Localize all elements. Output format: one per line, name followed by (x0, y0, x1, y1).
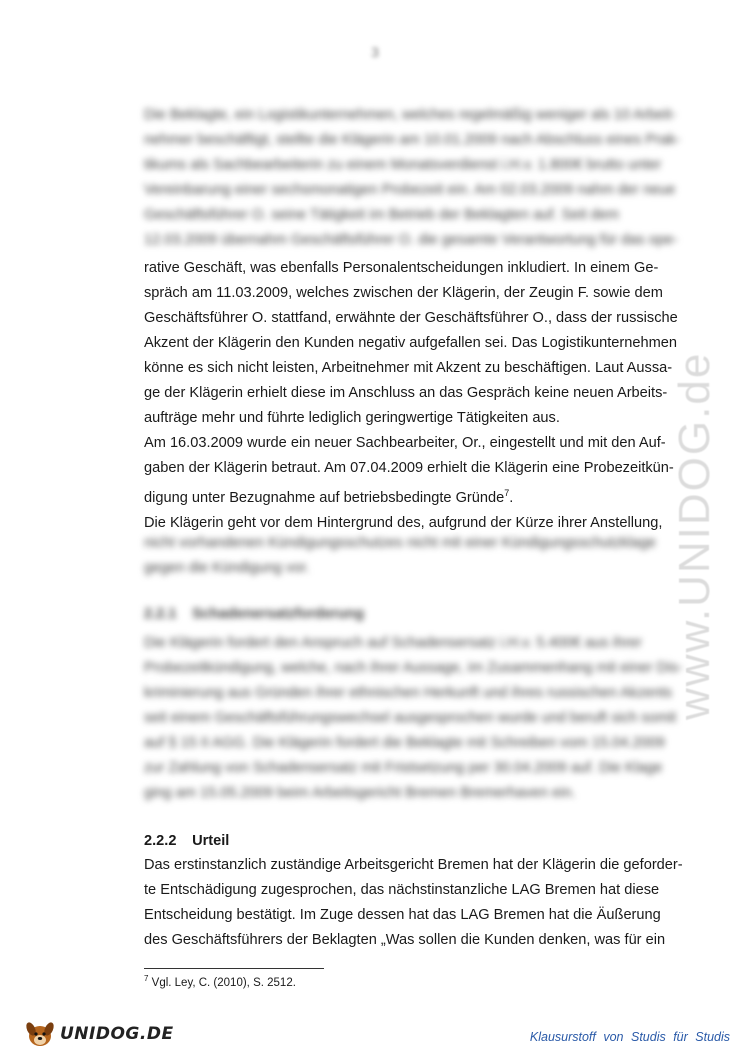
text-line: Die Klägerin fordert den Anspruch auf Schadensersatz i.H.v. 5.400€ aus ihrer (144, 635, 642, 651)
section-title: Schadenersatzforderung (192, 606, 364, 622)
text-line: te Entschädigung zugesprochen, das nächstinstanzliche LAG Bremen hat diese (144, 882, 660, 898)
text-line: tikums als Sachbearbeiterin zu einem Monatsverdienst i.H.v. 1.800€ brutto unter (144, 157, 662, 173)
section-number: 2.2.2 (144, 833, 177, 849)
footnote-text: Vgl. Ley, C. (2010), S. 2512. (148, 976, 296, 989)
logo-text: UNIDOG.DE (60, 1024, 174, 1044)
footnote-reference[interactable]: 7 (504, 488, 510, 498)
text-line: Am 16.03.2009 wurde ein neuer Sachbearbeiter, Or., eingestellt und mit den Auf- (144, 435, 666, 451)
text-line: nehmer beschäftigt, stellte die Klägerin am 10.01.2009 nach Abschluss eines Prak- (144, 132, 681, 148)
footnote-marker: 7 (144, 974, 149, 983)
paragraph-1-blurred-tail (144, 531, 664, 581)
footnote (144, 974, 296, 989)
text-line: kriminierung aus Gründen ihrer ethnischen Herkunft und ihres russischen Akzents (144, 685, 673, 701)
text-line: spräch am 11.03.2009, welches zwischen der Klägerin, der Zeugin F. sowie dem (144, 285, 663, 301)
section-221-body (144, 631, 683, 806)
text-line: Das erstinstanzlich zuständige Arbeitsgericht Bremen hat der Klägerin die geforder- (144, 857, 683, 873)
text-line: Entscheidung bestätigt. Im Zuge dessen hat das LAG Bremen hat die Äußerung (144, 907, 661, 923)
text-line: Die Klägerin geht vor dem Hintergrund des, aufgrund der Kürze ihrer Anstellung, (144, 514, 663, 531)
section-221-heading (144, 606, 364, 622)
text-line: Die Beklagte, ein Logistikunternehmen, welches regelmäßig weniger als 10 Arbeit- (144, 107, 677, 123)
text-line: könne es sich nicht leisten, Arbeitnehmer mit Akzent zu beschäftigen. Laut Aussa- (144, 360, 673, 376)
text-line: seit einem Geschäftsführungswechsel ausgesprochen wurde und beruft sich somit (144, 710, 677, 726)
text-line: Geschäftsführer O. seine Tätigkeit im Betrieb der Beklagten auf. Seit dem (144, 207, 620, 223)
text-line: Akzent der Klägerin den Kunden negativ aufgefallen sei. Das Logistikunternehmen (144, 335, 678, 351)
section-title: Urteil (192, 833, 230, 849)
dog-icon (24, 1019, 58, 1049)
text-line: 12.03.2009 übernahm Geschäftsführer O. die gesamte Verantwortung für das ope- (144, 232, 678, 248)
text-line: ge der Klägerin erhielt diese im Anschluss an das Gespräch keine neuen Arbeits- (144, 385, 668, 401)
text-line: digung unter Bezugnahme auf betriebsbedingte Gründe$^7$. (144, 488, 514, 506)
text-line: aufträge mehr und führte lediglich geringwertige Tätigkeiten aus. (144, 410, 560, 426)
text-segment: digung unter Bezugnahme auf betriebsbedingte Gründe (144, 489, 505, 506)
text-line: Vereinbarung einer sechsmonatigen Probezeit ein. Am 02.03.2009 nahm der neue (144, 182, 676, 198)
text-line: Geschäftsführer O. stattfand, erwähnte der Geschäftsführer O., dass der russische (144, 310, 678, 326)
text-line: Probezeitkündigung, welche, nach ihrer Aussage, im Zusammenhang mit einer Dis- (144, 660, 683, 676)
unidog-logo[interactable] (24, 1018, 174, 1050)
text-line: gegen die Kündigung vor. (144, 560, 310, 576)
paragraph-1-clear (144, 256, 678, 536)
section-222-heading (144, 833, 229, 849)
section-number: 2.2.1 (144, 606, 177, 622)
tagline: Klausurstoff von Studis für Studis (529, 1030, 730, 1044)
text-line: nicht vorhandenen Kündigungsschutzes nicht mit einer Kündigungsschutzklage (144, 535, 656, 551)
watermark: www.UNIDOG.de (670, 351, 719, 720)
paragraph-1-blurred (144, 103, 681, 253)
text-line: des Geschäftsführers der Beklagten „Was sollen die Kunden denken, was für ein (144, 932, 666, 948)
page-number: 3 (371, 44, 379, 60)
footnote-rule (144, 968, 324, 969)
section-222-body (144, 853, 683, 953)
text-line: auf § 15 II AGG. Die Klägerin fordert die Beklagte mit Schreiben vom 15.04.2009 (144, 735, 665, 751)
text-line: ging am 15.05.2009 beim Arbeitsgericht Bremen Bremerhaven ein. (144, 785, 576, 801)
text-line: rative Geschäft, was ebenfalls Personalentscheidungen inkludiert. In einem Ge- (144, 260, 659, 276)
text-line: zur Zahlung von Schadensersatz mit Fristsetzung per 30.04.2009 auf. Die Klage (144, 760, 663, 776)
text-line: gaben der Klägerin betraut. Am 07.04.2009 erhielt die Klägerin eine Probezeitkün- (144, 460, 674, 476)
